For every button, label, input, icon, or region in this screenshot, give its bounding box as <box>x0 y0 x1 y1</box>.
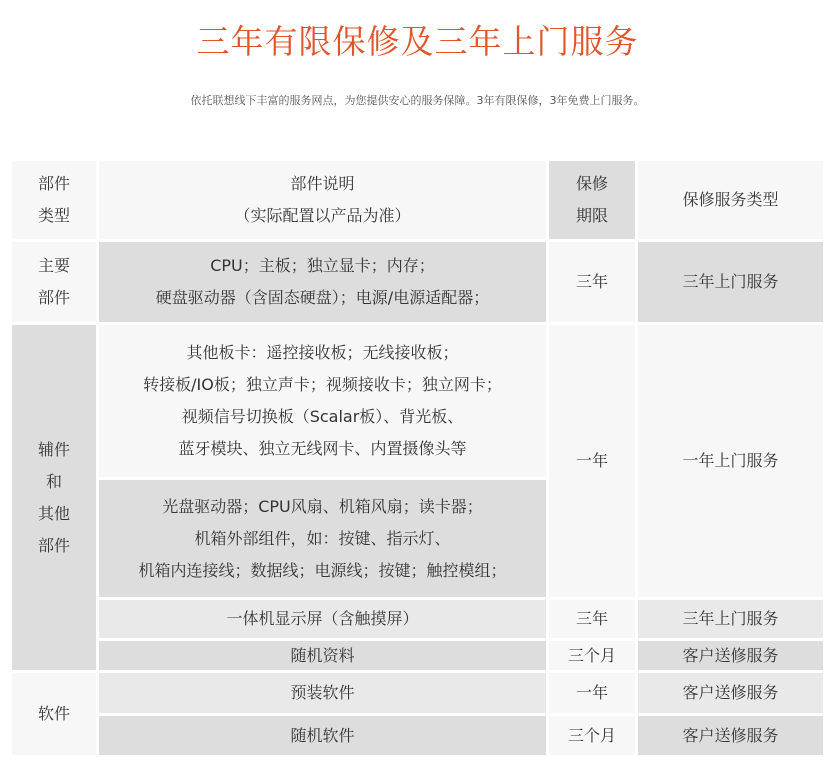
docs-service: 客户送修服务 <box>638 641 823 670</box>
main-parts-type: 主要 部件 <box>12 242 96 322</box>
header-part-desc: 部件说明 （实际配置以产品为准） <box>99 161 546 239</box>
aux-parts-type: 辅件 和 其他 部件 <box>12 325 96 670</box>
docs-period: 三个月 <box>549 641 635 670</box>
preinstalled-software-desc: 预装软件 <box>99 673 546 713</box>
bundled-software-desc: 随机软件 <box>99 716 546 755</box>
page-subtitle: 依托联想线下丰富的服务网点，为您提供安心的服务保障。3年有限保修，3年免费上门服务。 <box>190 94 645 107</box>
preinstalled-software-period: 一年 <box>549 673 635 713</box>
docs-desc: 随机资料 <box>99 641 546 670</box>
screen-service: 三年上门服务 <box>638 600 823 638</box>
main-parts-service: 三年上门服务 <box>638 242 823 322</box>
screen-desc: 一体机显示屏（含触摸屏） <box>99 600 546 638</box>
aux-group1-desc: 其他板卡：遥控接收板；无线接收板； 转接板/IO板；独立声卡；视频接收卡；独立网卡； 视频信号切换板（Scalar板）、背光板、 蓝牙模块、独立无线网卡、内置摄像头等 <box>99 325 546 477</box>
header-part-type: 部件 类型 <box>12 161 96 239</box>
aux-groups-period: 一年 <box>549 325 635 597</box>
header-period: 保修 期限 <box>549 161 635 239</box>
software-type: 软件 <box>12 673 96 755</box>
bundled-software-service: 客户送修服务 <box>638 716 823 755</box>
preinstalled-software-service: 客户送修服务 <box>638 673 823 713</box>
main-parts-desc: CPU；主板；独立显卡；内存； 硬盘驱动器（含固态硬盘）；电源/电源适配器； <box>99 242 546 322</box>
main-parts-period: 三年 <box>549 242 635 322</box>
bundled-software-period: 三个月 <box>549 716 635 755</box>
aux-groups-service: 一年上门服务 <box>638 325 823 597</box>
screen-period: 三年 <box>549 600 635 638</box>
page-title: 三年有限保修及三年上门服务 <box>196 22 639 61</box>
aux-group2-desc: 光盘驱动器；CPU风扇、机箱风扇；读卡器； 机箱外部组件，如：按键、指示灯、 机箱内连接线；数据线；电源线；按键；触控模组； <box>99 480 546 597</box>
header-service-type: 保修服务类型 <box>638 161 823 239</box>
